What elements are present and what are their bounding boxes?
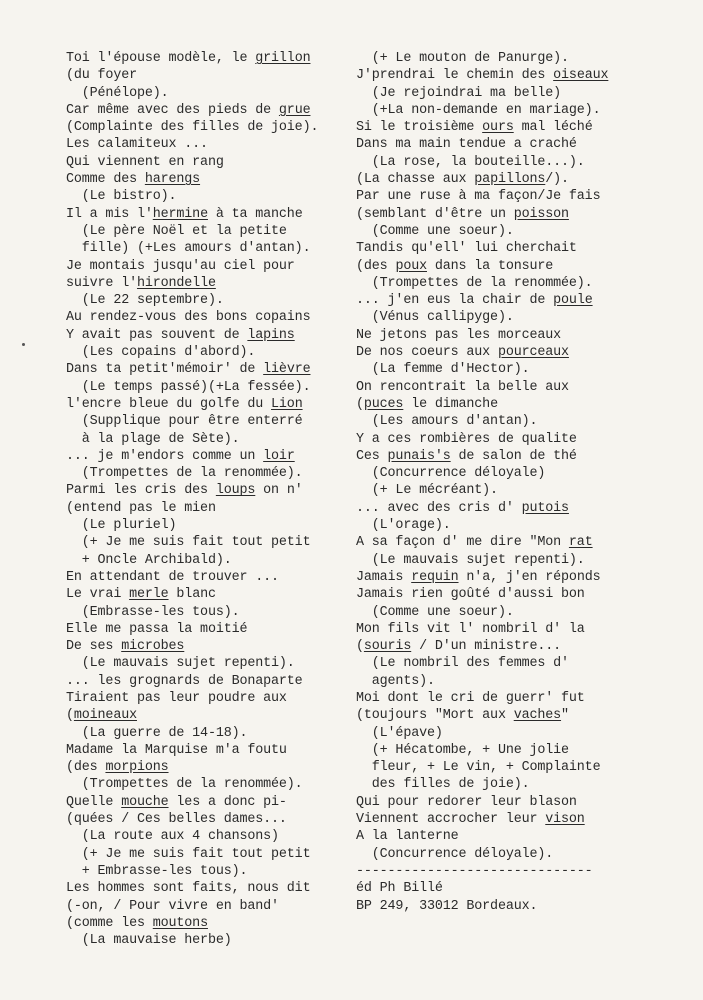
underlined-keyword: pourceaux xyxy=(497,345,569,361)
underlined-keyword: papillons xyxy=(474,172,546,188)
line-text: (Trompettes de la renommée). xyxy=(356,275,593,291)
line-text: Par une ruse à ma façon/Je fais xyxy=(356,189,601,205)
right-line xyxy=(356,344,608,361)
line-text: ( xyxy=(66,708,74,724)
line-text: (L'orage). xyxy=(356,518,451,534)
line-text: des filles de joie). xyxy=(356,777,530,793)
underlined-keyword: Lion xyxy=(271,396,303,412)
underlined-keyword: ours xyxy=(482,120,514,136)
underlined-keyword: moineaux xyxy=(73,708,137,724)
left-line xyxy=(66,621,318,638)
line-text: Jamais rien goûté d'aussi bon xyxy=(356,587,585,603)
right-line xyxy=(356,67,608,84)
right-line xyxy=(356,863,608,880)
left-line xyxy=(66,880,318,897)
underlined-keyword: vison xyxy=(545,812,585,828)
line-text: fille) (+Les amours d'antan). xyxy=(66,241,311,257)
right-line xyxy=(356,534,608,551)
underlined-keyword: souris xyxy=(363,639,412,655)
right-line xyxy=(356,586,608,603)
right-line xyxy=(356,258,608,275)
line-text: De nos coeurs aux xyxy=(356,345,498,361)
line-text: Dans ma main tendue a craché xyxy=(356,137,577,153)
left-line xyxy=(66,725,318,742)
line-text: A la lanterne xyxy=(356,829,459,845)
left-line xyxy=(66,811,318,828)
right-line xyxy=(356,275,608,292)
line-text: (quées / Ces belles dames... xyxy=(66,812,287,828)
left-line xyxy=(66,361,318,378)
left-line xyxy=(66,223,318,240)
left-line xyxy=(66,638,318,655)
line-text: (La rose, la bouteille...). xyxy=(356,154,585,170)
line-text: (+ Je me suis fait tout petit xyxy=(66,535,311,551)
right-line xyxy=(356,621,608,638)
line-text: blanc xyxy=(168,587,216,603)
line-text: Moi dont le cri de guerr' fut xyxy=(356,690,585,706)
underlined-keyword: grue xyxy=(278,102,311,118)
left-line xyxy=(66,500,318,517)
right-line xyxy=(356,811,608,828)
line-text: Tiraient pas leur poudre aux xyxy=(66,690,287,706)
line-text: (La chasse aux xyxy=(356,172,475,188)
left-line xyxy=(66,119,318,136)
right-line xyxy=(356,413,608,430)
line-text: (Le bistro). xyxy=(66,189,177,205)
line-text: (Comme une soeur). xyxy=(356,223,514,239)
line-text: Y avait pas souvent de xyxy=(66,327,248,343)
left-line xyxy=(66,863,318,880)
line-text: Si le troisième xyxy=(356,120,483,136)
underlined-keyword: harengs xyxy=(144,172,201,188)
line-text: Le vrai xyxy=(66,587,130,603)
left-line xyxy=(66,102,318,119)
left-line xyxy=(66,448,318,465)
left-line xyxy=(66,846,318,863)
left-line xyxy=(66,690,318,707)
left-line xyxy=(66,309,318,326)
left-line xyxy=(66,431,318,448)
left-line xyxy=(66,655,318,672)
line-text: (+La non-demande en mariage). xyxy=(356,102,601,118)
line-text: Dans ta petit'mémoir' de xyxy=(66,362,264,378)
right-line xyxy=(356,361,608,378)
right-line xyxy=(356,655,608,672)
left-line xyxy=(66,534,318,551)
left-line xyxy=(66,776,318,793)
right-line xyxy=(356,206,608,223)
underlined-keyword: grillon xyxy=(255,51,311,66)
underlined-keyword: loups xyxy=(215,483,256,499)
left-line xyxy=(66,188,318,205)
line-text: Les hommes sont faits, nous dit xyxy=(66,881,311,897)
right-line xyxy=(356,240,608,257)
line-text: (Le 22 septembre). xyxy=(66,293,224,309)
line-text: les a donc pi- xyxy=(168,794,287,810)
line-text: (semblant d'être un xyxy=(356,206,514,222)
line-text: de salon de thé xyxy=(450,448,577,464)
line-text: l'encre bleue du golfe du xyxy=(66,396,272,412)
line-text: (+ Le mécréant). xyxy=(356,483,498,499)
right-line xyxy=(356,102,608,119)
line-text: (Le pluriel) xyxy=(66,518,177,534)
line-text: (Concurrence déloyale) xyxy=(356,466,546,482)
line-text: (Les amours d'antan). xyxy=(356,414,538,430)
right-column xyxy=(356,50,608,915)
underlined-keyword: requin xyxy=(411,569,459,585)
line-text: on n' xyxy=(255,483,303,499)
right-line xyxy=(356,552,608,569)
right-line xyxy=(356,517,608,534)
line-text: (Le mauvais sujet repenti). xyxy=(66,656,295,672)
line-text: (+ Hécatombe, + Une jolie xyxy=(356,742,569,758)
right-line xyxy=(356,188,608,205)
line-text: Mon fils vit l' nombril d' la xyxy=(356,621,585,637)
line-text: (Pénélope). xyxy=(66,85,169,101)
left-line xyxy=(66,465,318,482)
line-text: ( xyxy=(356,639,364,655)
underlined-keyword: moutons xyxy=(152,915,208,931)
left-line xyxy=(66,50,318,67)
line-text: ... les grognards de Bonaparte xyxy=(66,673,303,689)
ink-speck xyxy=(22,343,25,346)
left-line xyxy=(66,240,318,257)
right-line xyxy=(356,223,608,240)
line-text: " xyxy=(561,708,569,724)
right-line xyxy=(356,154,608,171)
line-text: mal léché xyxy=(513,120,593,136)
right-line xyxy=(356,465,608,482)
line-text: (Le nombril des femmes d' xyxy=(356,656,569,672)
left-line xyxy=(66,171,318,188)
right-line xyxy=(356,707,608,724)
left-line xyxy=(66,396,318,413)
right-line xyxy=(356,828,608,845)
right-line xyxy=(356,725,608,742)
right-line xyxy=(356,638,608,655)
left-line xyxy=(66,482,318,499)
line-text: Il a mis l' xyxy=(66,206,153,222)
line-text: BP 249, 33012 Bordeaux. xyxy=(356,898,538,914)
line-text: Tandis qu'ell' lui cherchait xyxy=(356,241,577,257)
line-text: Jamais xyxy=(356,569,412,585)
underlined-keyword: hirondelle xyxy=(136,275,216,291)
underlined-keyword: loir xyxy=(263,448,295,464)
right-line xyxy=(356,396,608,413)
right-line xyxy=(356,898,608,915)
line-text: à la plage de Sète). xyxy=(66,431,240,447)
right-line xyxy=(356,742,608,759)
line-text: Quelle xyxy=(66,794,122,810)
line-text: (Le temps passé)(+La fessée). xyxy=(66,379,311,395)
left-line xyxy=(66,673,318,690)
right-line xyxy=(356,500,608,517)
line-text: J'prendrai le chemin des xyxy=(356,68,554,84)
underlined-keyword: mouche xyxy=(121,794,169,810)
line-text: (toujours "Mort aux xyxy=(356,708,514,724)
line-text: + Oncle Archibald). xyxy=(66,552,232,568)
right-line xyxy=(356,448,608,465)
right-line xyxy=(356,119,608,136)
left-line xyxy=(66,206,318,223)
line-text: Comme des xyxy=(66,172,145,188)
right-line xyxy=(356,327,608,344)
line-text: ... j'en eus la chair de xyxy=(356,293,554,309)
line-text: A sa façon d' me dire "Mon xyxy=(356,535,569,551)
line-text: ... avec des cris d' xyxy=(356,500,522,516)
line-text: (L'épave) xyxy=(356,725,443,741)
line-text: (Trompettes de la renommée). xyxy=(66,777,303,793)
line-text: (Comme une soeur). xyxy=(356,604,514,620)
line-text: Toi l'épouse modèle, le xyxy=(66,51,256,66)
right-line xyxy=(356,309,608,326)
left-line xyxy=(66,85,318,102)
underlined-keyword: poux xyxy=(395,258,427,274)
underlined-keyword: merle xyxy=(129,587,169,603)
right-line xyxy=(356,880,608,897)
line-text: (Complainte des filles de joie). xyxy=(66,120,319,136)
left-line xyxy=(66,604,318,621)
line-text: (Le père Noël et la petite xyxy=(66,223,287,239)
line-text: agents). xyxy=(356,673,435,689)
underlined-keyword: poule xyxy=(553,293,593,309)
underlined-keyword: lièvre xyxy=(263,362,311,378)
left-line xyxy=(66,292,318,309)
right-line xyxy=(356,136,608,153)
line-text: + Embrasse-les tous). xyxy=(66,863,248,879)
right-line xyxy=(356,846,608,863)
line-text: Ces xyxy=(356,448,388,464)
right-line xyxy=(356,292,608,309)
line-text: (des xyxy=(356,258,396,274)
right-line xyxy=(356,482,608,499)
underlined-keyword: lapins xyxy=(247,327,295,343)
line-text: Les calamiteux ... xyxy=(66,137,208,153)
line-text: Ne jetons pas les morceaux xyxy=(356,327,562,343)
line-text: /). xyxy=(545,172,569,188)
line-text: (Je rejoindrai ma belle) xyxy=(356,85,562,101)
line-text: (La femme d'Hector). xyxy=(356,362,530,378)
line-text: (Trompettes de la renommée). xyxy=(66,466,303,482)
line-text: En attendant de trouver ... xyxy=(66,569,279,585)
left-line xyxy=(66,742,318,759)
right-line xyxy=(356,759,608,776)
line-text: On rencontrait la belle aux xyxy=(356,379,569,395)
line-text: (Concurrence déloyale). xyxy=(356,846,554,862)
left-line xyxy=(66,67,318,84)
line-text: ------------------------------ xyxy=(356,863,593,879)
line-text: éd Ph Billé xyxy=(356,881,443,897)
line-text: ( xyxy=(356,396,364,412)
line-text: suivre l' xyxy=(66,275,137,291)
left-line xyxy=(66,569,318,586)
left-line xyxy=(66,915,318,932)
left-line xyxy=(66,275,318,292)
left-line xyxy=(66,258,318,275)
line-text: (La route aux 4 chansons) xyxy=(66,829,279,845)
line-text: Elle me passa la moitié xyxy=(66,621,248,637)
left-line xyxy=(66,413,318,430)
right-line xyxy=(356,379,608,396)
line-text: (des xyxy=(66,760,106,776)
line-text: dans la tonsure xyxy=(426,258,554,274)
right-line xyxy=(356,171,608,188)
right-line xyxy=(356,431,608,448)
line-text: Parmi les cris des xyxy=(66,483,216,499)
line-text: ... je m'endors comme un xyxy=(66,448,264,464)
line-text: (-on, / Pour vivre en band' xyxy=(66,898,279,914)
line-text: (+ Je me suis fait tout petit xyxy=(66,846,311,862)
underlined-keyword: vaches xyxy=(513,708,562,724)
left-line xyxy=(66,517,318,534)
left-line xyxy=(66,154,318,171)
left-line xyxy=(66,379,318,396)
right-line xyxy=(356,604,608,621)
right-line xyxy=(356,85,608,102)
line-text: (Vénus callipyge). xyxy=(356,310,514,326)
line-text: (Supplique pour être enterré xyxy=(66,414,303,430)
left-line xyxy=(66,552,318,569)
right-line xyxy=(356,690,608,707)
line-text: Y a ces rombières de qualite xyxy=(356,431,577,447)
left-line xyxy=(66,794,318,811)
line-text: Au rendez-vous des bons copains xyxy=(66,310,311,326)
line-text: (La mauvaise herbe) xyxy=(66,933,232,949)
line-text: fleur, + Le vin, + Complainte xyxy=(356,760,601,776)
left-line xyxy=(66,759,318,776)
left-line xyxy=(66,707,318,724)
underlined-keyword: hermine xyxy=(152,206,208,222)
underlined-keyword: punais's xyxy=(387,448,451,464)
line-text: (La guerre de 14-18). xyxy=(66,725,248,741)
line-text: Madame la Marquise m'a foutu xyxy=(66,742,287,758)
line-text: Je montais jusqu'au ciel pour xyxy=(66,258,295,274)
right-line xyxy=(356,569,608,586)
right-line xyxy=(356,673,608,690)
left-line xyxy=(66,828,318,845)
left-column xyxy=(66,50,318,949)
line-text: Viennent accrocher leur xyxy=(356,812,546,828)
line-text: (du foyer xyxy=(66,68,137,84)
left-line xyxy=(66,136,318,153)
line-text: Qui pour redorer leur blason xyxy=(356,794,577,810)
line-text: (Embrasse-les tous). xyxy=(66,604,240,620)
left-line xyxy=(66,932,318,949)
line-text: De ses xyxy=(66,639,122,655)
line-text: le dimanche xyxy=(403,396,498,412)
underlined-keyword: putois xyxy=(521,500,569,516)
left-line xyxy=(66,586,318,603)
underlined-keyword: poisson xyxy=(513,206,569,222)
line-text: (entend pas le mien xyxy=(66,500,216,516)
line-text: n'a, j'en réponds xyxy=(458,569,601,585)
line-text: (Les copains d'abord). xyxy=(66,345,256,361)
left-line xyxy=(66,344,318,361)
line-text: (comme les xyxy=(66,915,153,931)
line-text: Qui viennent en rang xyxy=(66,154,224,170)
right-line xyxy=(356,776,608,793)
underlined-keyword: rat xyxy=(568,535,593,551)
line-text: à ta manche xyxy=(207,206,303,222)
line-text: (+ Le mouton de Panurge). xyxy=(356,51,569,66)
underlined-keyword: oiseaux xyxy=(553,68,609,84)
underlined-keyword: microbes xyxy=(121,639,185,655)
line-text: (Le mauvais sujet repenti). xyxy=(356,552,585,568)
left-line xyxy=(66,898,318,915)
line-text: Car même avec des pieds de xyxy=(66,102,279,118)
right-line xyxy=(356,50,608,67)
line-text: / D'un ministre... xyxy=(411,639,562,655)
right-line xyxy=(356,794,608,811)
underlined-keyword: morpions xyxy=(105,760,169,776)
left-line xyxy=(66,327,318,344)
underlined-keyword: puces xyxy=(363,396,404,412)
